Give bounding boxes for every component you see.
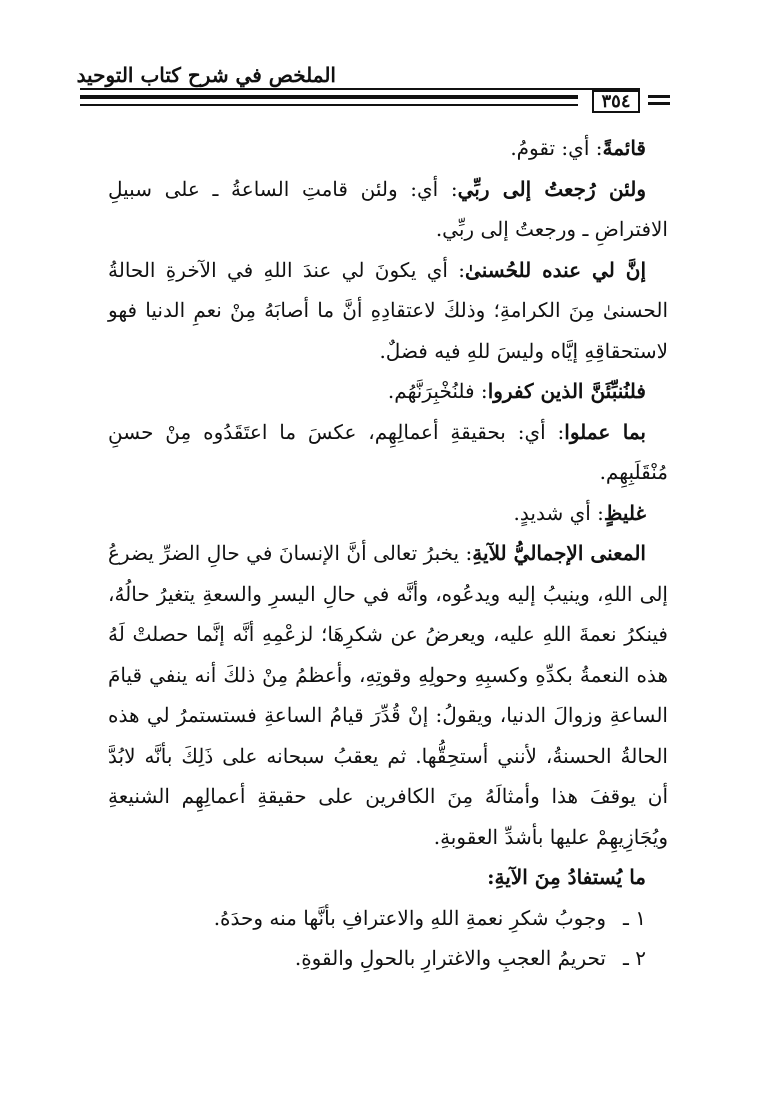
- entry-separator: :: [438, 176, 458, 201]
- entry-separator: :: [589, 136, 603, 160]
- entry-separator: :: [590, 500, 604, 525]
- entry-separator: :: [545, 419, 565, 444]
- header-rule: [80, 88, 640, 90]
- entry-text: أي شديدٍ.: [513, 500, 591, 525]
- header-ornament: [648, 102, 670, 105]
- entry-text: أي: تقومُ.: [510, 136, 590, 160]
- lesson-item: [108, 898, 668, 939]
- entry-term: فلنُنبِّئَنَّ الذين كفروا: [487, 379, 646, 403]
- entry-separator: :: [459, 541, 473, 565]
- entry-term: قائمةً: [602, 136, 646, 160]
- entry-text: أي: بحقيقةِ أعمالِهِم، عكسَ ما اعتَقَدُوه مِنْ حسنِ مُنْقَلَبِهِم.: [108, 419, 668, 484]
- page-header: [76, 62, 670, 122]
- header-rule-thick: [80, 95, 578, 99]
- entry-text: أي يكونَ لي عندَ اللهِ في الآخرةِ الحالةُ الحسنىٰ مِنَ الكرامةِ؛ وذلكَ لاعتقادِهِ أنَّ ما أصابَهُ مِنْ نعمِ الدنيا فهو لاستحقاقِهِ إيَّاه وليسَ للهِ فيه فضلٌ.: [108, 257, 668, 363]
- entry-paragraph: [108, 250, 668, 372]
- entry-paragraph: [108, 493, 668, 534]
- entry-term: المعنى الإجماليُّ للآيةِ: [472, 541, 646, 565]
- entry-paragraph: [108, 371, 668, 412]
- entry-separator: :: [447, 257, 466, 282]
- lesson-text: وجوبُ شكرِ نعمةِ اللهِ والاعترافِ بأنَّها منه وحدَهُ.: [213, 905, 606, 930]
- entry-text: أي: ولئن قامتِ الساعةُ ـ على سبيلِ الافتراضِ ـ ورجعتُ إلى ربِّي.: [108, 176, 668, 241]
- entry-separator: :: [474, 379, 488, 403]
- book-title: الملخص في شرح كتاب التوحيد: [76, 63, 336, 87]
- entry-paragraph: [108, 169, 668, 250]
- page-content: [108, 128, 668, 979]
- entry-term: بما عملوا: [564, 419, 646, 444]
- entry-term: غليظٍ: [603, 500, 646, 525]
- entry-text: يخبرُ تعالى أنَّ الإنسانَ في حالِ الضرِّ يضرعُ إلى اللهِ، وينيبُ إليه ويدعُوه، وأنَّه في حالِ اليسرِ والسعةِ يتغيرُ حالُهُ، فينكرُ نعمةَ اللهِ عليه، ويعرضُ عن شكرِهَا؛ لزعْمِهِ أنَّه إنَّما حصلتْ لَهُ هذه النعمةُ بكدِّهِ وكسبِهِ وحولِهِ وقوتِهِ، وأعظمُ مِنْ ذلكَ أنه ينفي قيامَ الساعةِ وزوالَ الدنيا، ويقولُ: إنْ قُدِّرَ قيامُ الساعةِ فستستمرُ لي هذه الحالةُ الحسنةُ، لأنني أستحِقُّها. ثم يعقبُ سبحانه على ذَلِكَ بأنَّه لابُدَّ أن يوقفَ هذا وأمثالَهُ مِنَ الكافرين على حقيقةِ أعمالِهِم الشنيعةِ ويُجَازِيهِمْ عليها بأشدِّ العقوبةِ.: [108, 541, 668, 849]
- lesson-item: [108, 938, 668, 979]
- header-rule-thin: [80, 104, 578, 106]
- entry-text: فلنُخْبِرَنَّهُم.: [387, 379, 475, 403]
- entry-paragraph: [108, 412, 668, 493]
- entry-term: ولئن رُجعتُ إلى ربِّي: [457, 176, 646, 201]
- lesson-text: تحريمُ العجبِ والاغترارِ بالحولِ والقوةِ.: [294, 946, 606, 970]
- lesson-number: ٢ ـ: [623, 946, 646, 970]
- entry-paragraph: [108, 128, 668, 169]
- page-number: ٣٥٤: [592, 90, 640, 113]
- entry-paragraph: [108, 533, 668, 857]
- lessons-heading: ما يُستفادُ مِنَ الآيةِ:: [487, 865, 646, 889]
- header-ornament: [648, 95, 670, 98]
- entry-term: إنَّ لي عنده للحُسنىٰ: [465, 257, 646, 282]
- lesson-number: ١ ـ: [623, 905, 646, 930]
